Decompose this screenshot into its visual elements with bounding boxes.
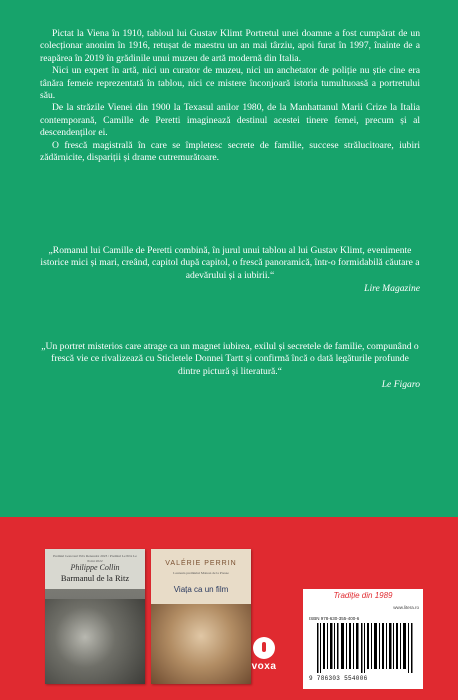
quote-text: „Un portret misterios care atrage ca un magnet iubirea, exilul și secretele de familie, compunând o frescă vie ce rivalizează cu Sticletele Donnei Tartt și confirmă încă o dată legăturile profunde dintre pictură și literatură.“ <box>41 341 419 377</box>
tradition-label: Tradiție din 1989 <box>333 591 393 600</box>
book-author: Philippe Collin <box>70 563 120 572</box>
description-paragraph: De la străzile Vienei din 1900 la Texasul anilor 1980, de la Manhattanul Marii Crize la Italia contemporană, Camille de Peretti imaginează destinul acestei tinere femei, precum și al descendenților ei. <box>40 102 420 139</box>
book-tagline: Laureata premiului Maison de la Presse <box>173 571 229 575</box>
voxa-logo-icon <box>253 637 275 659</box>
description-paragraph: O frescă magistrală în care se împletesc secrete de familie, succese strălucitoare, iubiri zădărnicite, dispariții și drame cutremurătoare. <box>40 139 420 164</box>
book-title: Barmanul de la Ritz <box>60 573 130 583</box>
promo-book-cover[interactable] <box>151 549 251 684</box>
publisher-logo <box>244 637 284 672</box>
bottom-band <box>0 517 458 700</box>
review-quote <box>40 341 420 392</box>
book-tagline: Premiul Goncourt Prix Renaudot 2023 / Premiul Le Prix Le Point 2022 <box>53 554 137 563</box>
description-paragraph: Nici un expert în artă, nici un curator de muzeu, nici un anchetator de poliție nu știe cine era tânăra femeie reprezentată în tablou, nici ce mistere înconjoară istoria tumultuoasă a portretului său. <box>40 65 420 102</box>
quote-text: „Romanul lui Camille de Peretti combină, în jurul unui tablou al lui Gustav Klimt, evenimente istorice mici și mari, creând, capitol după capitol, o frescă panoramică, într-o formidabilă căutare a adevărului și a iubirii.“ <box>40 245 420 281</box>
website-link[interactable]: www.litera.ro <box>393 605 419 610</box>
review-quote <box>40 245 420 296</box>
quote-source: Lire Magazine <box>364 283 420 295</box>
book-title: Viața ca un film <box>173 585 229 594</box>
book-cover-photo <box>45 599 145 684</box>
barcode-icon <box>317 623 413 673</box>
description-paragraph: Pictat la Viena în 1910, tabloul lui Gustav Klimt Portretul unei doamne a fost cumpărat de un colecționar anonim în 1916, retușat de maestru un an mai târziu, apoi furat în 1997, înainte de a reapărea în 2019 în grădinile unui muzeu de artă modernă din Italia. <box>40 28 420 64</box>
barcode-box <box>303 589 423 689</box>
promo-book-cover[interactable] <box>45 549 145 684</box>
quote-source: Le Figaro <box>381 379 420 391</box>
publisher-name: voxa <box>251 661 277 672</box>
book-cover-photo <box>151 604 251 684</box>
isbn-label: ISBN 978-630-355-400-6 <box>309 616 360 621</box>
barcode-number: 9 786303 554006 <box>309 675 368 682</box>
book-description <box>40 28 420 164</box>
book-author: VALÉRIE PERRIN <box>165 560 237 567</box>
